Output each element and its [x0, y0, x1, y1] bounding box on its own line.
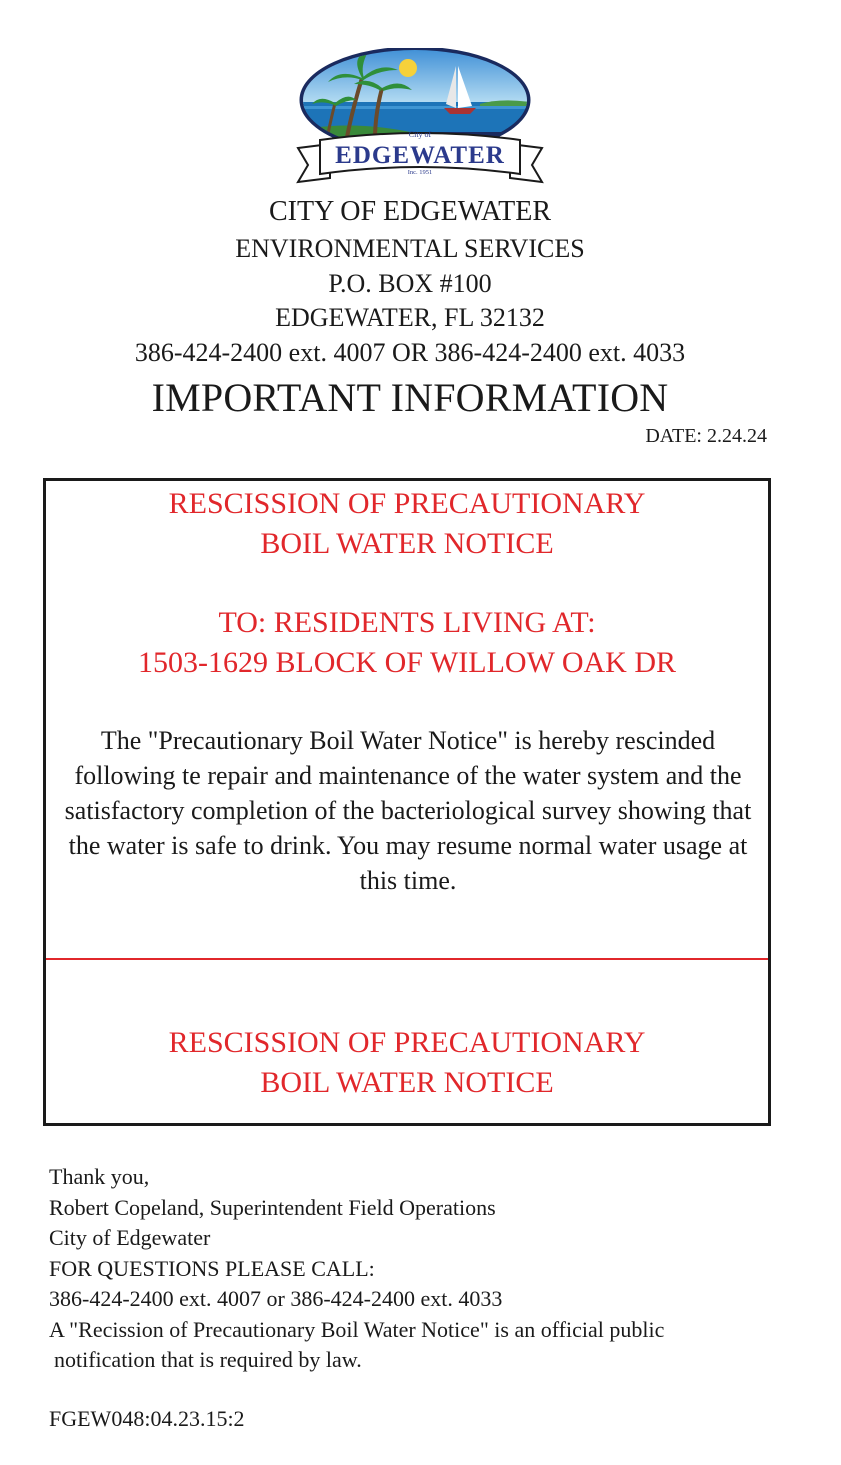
notice-to-line2: 1503-1629 BLOCK OF WILLOW OAK DR	[137, 646, 677, 679]
logo-small-text: City of	[408, 130, 432, 139]
header-po-box: P.O. BOX #100	[328, 269, 492, 298]
footer-signer: Robert Copeland, Superintendent Field Operations	[49, 1194, 496, 1220]
footer-questions: FOR QUESTIONS PLEASE CALL:	[49, 1255, 375, 1281]
footer-org: City of Edgewater	[49, 1225, 211, 1250]
header-department: ENVIRONMENTAL SERVICES	[235, 234, 585, 263]
header-address: EDGEWATER, FL 32132	[275, 303, 545, 332]
notice-to-line1: TO: RESIDENTS LIVING AT:	[218, 606, 596, 639]
footer-legal-line1: A "Recission of Precautionary Boil Water Notice" is an official public	[49, 1316, 665, 1342]
logo-incorporated: Inc. 1951	[407, 169, 433, 176]
notice-bottom-line2: BOIL WATER NOTICE	[260, 1066, 554, 1099]
footer-legal-line2: notification that is required by law.	[54, 1347, 362, 1372]
notice-box	[43, 478, 771, 1126]
notice-date: DATE: 2.24.24	[645, 425, 767, 447]
notice-title-line1: RESCISSION OF PRECAUTIONARY	[168, 487, 646, 520]
city-logo	[290, 48, 550, 200]
logo-name: EDGEWATER	[335, 142, 505, 169]
footer-thanks: Thank you,	[49, 1164, 150, 1189]
footer-phones: 386-424-2400 ext. 4007 or 386-424-2400 ext. 4033	[49, 1286, 503, 1311]
notice-divider	[46, 958, 768, 960]
notice-title-line2: BOIL WATER NOTICE	[260, 527, 554, 560]
notice-bottom-line1: RESCISSION OF PRECAUTIONARY	[168, 1026, 646, 1059]
edgewater-seal-icon	[290, 48, 550, 200]
footer	[49, 1162, 664, 1376]
header-city: CITY OF EDGEWATER	[268, 196, 552, 227]
important-heading: IMPORTANT INFORMATION	[151, 375, 669, 420]
header-phone: 386-424-2400 ext. 4007 OR 386-424-2400 ext. 4033	[134, 338, 686, 367]
notice-body: The "Precautionary Boil Water Notice" is hereby rescinded following te repair and maintenance of the water system and the satisfactory completion of the bacteriological survey showing that the water is safe to drink. You may resume normal water usage at this time.	[64, 726, 752, 895]
form-code: FGEW048:04.23.15:2	[49, 1406, 245, 1431]
